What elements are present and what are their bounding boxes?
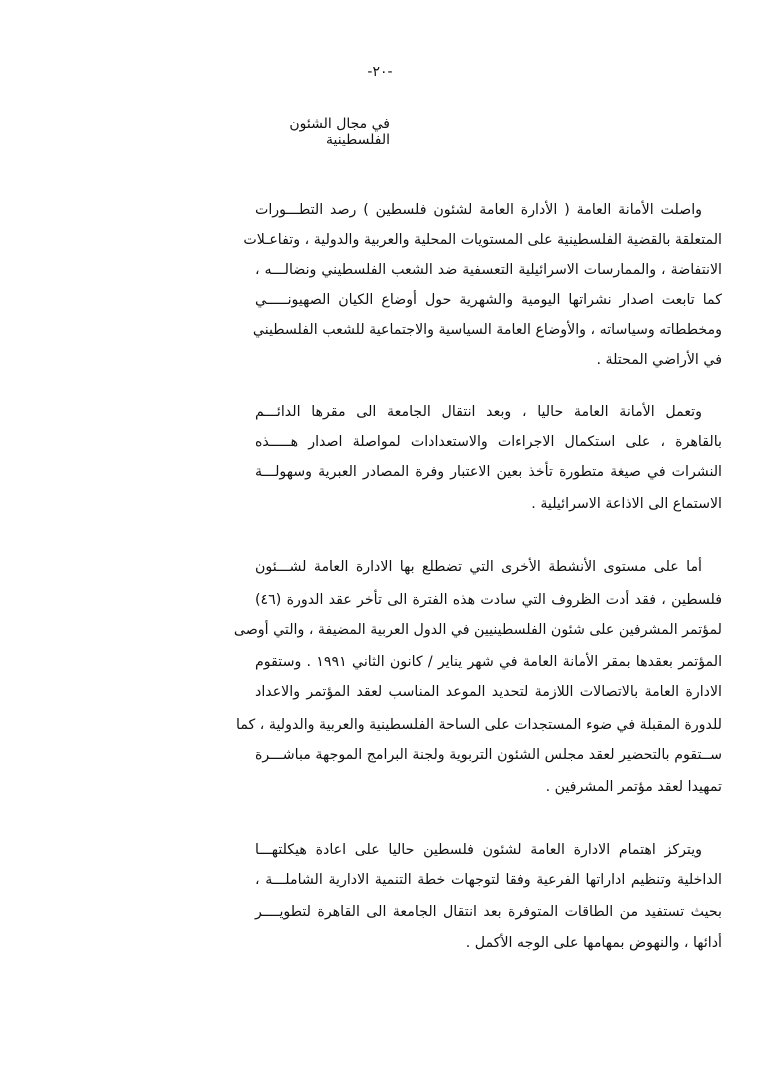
text-line: النشرات في صيغة متطورة تأخذ بعين الاعتبار وفرة المصادر العبرية وسهولـــة	[255, 464, 722, 480]
text-line: ومخططاته وسياساته ، والأوضاع العامة السياسية والاجتماعية للشعب الفلسطيني	[252, 322, 722, 338]
section-heading: في مجال الشئون الفلسطينية	[289, 116, 390, 148]
text-line: الاستماع الى الاذاعة الاسرائيلية .	[531, 496, 722, 512]
text-line: بحيث تستفيد من الطاقات المتوفرة بعد انتقال الجامعة الى القاهرة لتطويــــر	[255, 904, 722, 920]
text-line: أما على مستوى الأنشطة الأخرى التي تضطلع بها الادارة العامة لشـــئون	[255, 559, 702, 575]
text-line: كما تابعت اصدار نشراتها اليومية والشهرية حول أوضاع الكيان الصهيونـــــي	[255, 292, 722, 308]
text-line: بالقاهرة ، على استكمال الاجراءات والاستعدادات لمواصلة اصدار هـــــذه	[255, 434, 722, 450]
page-number: -٢٠-	[367, 64, 393, 80]
text-line: واصلت الأمانة العامة ( الأدارة العامة لشئون فلسطين ) رصد التطـــورات	[255, 202, 702, 218]
text-line: المتعلقة بالقضية الفلسطينية على المستويات المحلية والعربية والدولية ، وتفاعـلات	[243, 232, 722, 248]
text-line: الانتفاضة ، والممارسات الاسرائيلية التعسفية ضد الشعب الفلسطيني ونضالـــه ،	[255, 262, 722, 278]
text-line: الداخلية وتنظيم اداراتها الفرعية وفقا لتوجهات خطة التنمية الادارية الشاملـــة ،	[255, 872, 722, 888]
text-line: فلسطين ، فقد أدت الظروف التي سادت هذه الفترة الى تأخر عقد الدورة (٤٦)	[255, 592, 722, 608]
text-line: وتعمل الأمانة العامة حاليا ، وبعد انتقال الجامعة الى مقرها الدائـــم	[255, 404, 702, 420]
text-line: في الأراضي المحتلة .	[596, 352, 722, 368]
text-line: تمهيدا لعقد مؤتمر المشرفين .	[545, 779, 722, 795]
text-line: المؤتمر بعقدها بمقر الأمانة العامة في شهر يناير / كانون الثاني ١٩٩١ . وستقوم	[255, 654, 723, 670]
text-line: الادارة العامة بالاتصالات اللازمة لتحديد الموعد المناسب لعقد المؤتمر والاعداد	[255, 684, 722, 700]
text-line: أدائها ، والنهوض بمهامها على الوجه الأكمل .	[465, 935, 722, 951]
text-line: لمؤتمر المشرفين على شئون الفلسطينيين في الدول العربية المضيفة ، والتي أوصى	[233, 622, 722, 638]
text-line: ســتقوم بالتحضير لعقد مجلس الشئون التربوية ولجنة البرامج الموجهة مباشـــرة	[255, 747, 722, 763]
text-line: للدورة المقبلة في ضوء المستجدات على الساحة الفلسطينية والعربية والدولية ، كما	[236, 717, 722, 733]
text-line: ويتركز اهتمام الادارة العامة لشئون فلسطين حاليا على اعادة هيكلتهـــا	[255, 842, 702, 858]
